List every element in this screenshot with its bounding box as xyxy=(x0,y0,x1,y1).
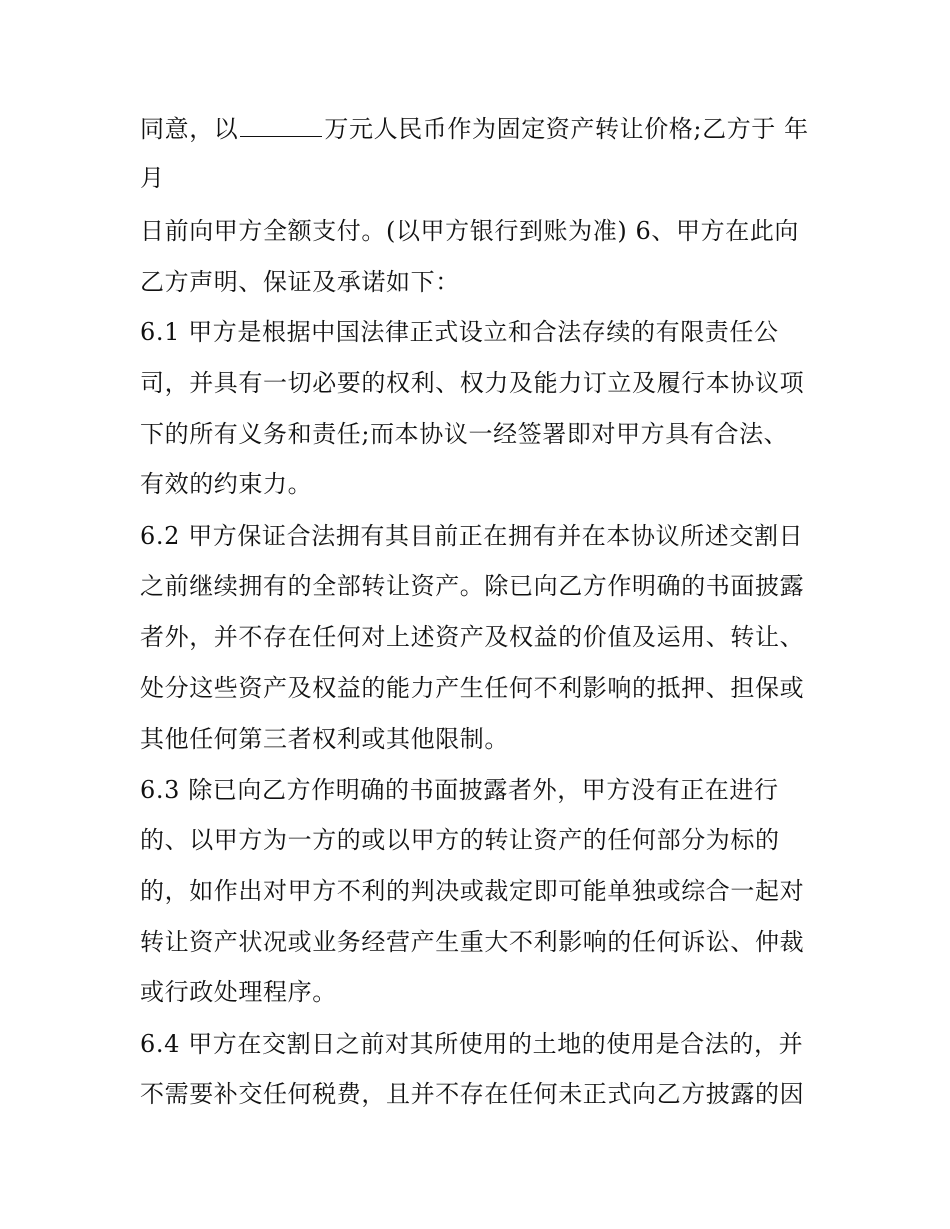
text-line-12: 处分这些资产及权益的能力产生任何不利影响的抵押、担保或 xyxy=(140,674,805,702)
text-line-15: 的、以甲方为一方的或以甲方的转让资产的任何部分为标的 xyxy=(140,826,780,854)
text-line-13: 其他任何第三者权利或其他限制。 xyxy=(140,725,509,753)
text-line-17: 转让资产状况或业务经营产生重大不利影响的任何诉讼、仲裁 xyxy=(140,928,805,956)
text-line-16: 的，如作出对甲方不利的判决或裁定即可能单独或综合一起对 xyxy=(140,877,805,905)
text-line-9: 6.2 甲方保证合法拥有其目前正在拥有并在本协议所述交割日 xyxy=(140,522,804,550)
text-line-19: 6.4 甲方在交割日之前对其所使用的土地的使用是合法的，并 xyxy=(140,1030,804,1058)
text-line-7: 下的所有义务和责任;而本协议一经签署即对甲方具有合法、 xyxy=(140,420,789,448)
text-line-1-end: 万元人民币作为固定资产转让价格;乙方于 年 xyxy=(324,115,809,143)
text-line-3: 日前向甲方全额支付。(以甲方银行到账为准) 6、甲方在此向 xyxy=(140,217,800,245)
text-line-20: 不需要补交任何税费，且并不存在任何未正式向乙方披露的因 xyxy=(140,1080,805,1108)
text-line-4: 乙方声明、保证及承诺如下： xyxy=(140,268,460,296)
text-line-5: 6.1 甲方是根据中国法律正式设立和合法存续的有限责任公 xyxy=(140,318,779,346)
price-blank-underline xyxy=(240,114,322,137)
text-line-8: 有效的约束力。 xyxy=(140,470,313,498)
text-line-6: 司，并具有一切必要的权利、权力及能力订立及履行本协议项 xyxy=(140,369,805,397)
text-line-11: 者外，并不存在任何对上述资产及权益的价值及运用、转让、 xyxy=(140,623,805,651)
text-line-1-start: 同意，以 xyxy=(140,115,239,143)
text-line-18: 或行政处理程序。 xyxy=(140,978,337,1006)
text-line-1 xyxy=(140,113,809,145)
text-line-14: 6.3 除已向乙方作明确的书面披露者外，甲方没有正在进行 xyxy=(140,776,779,804)
text-line-10: 之前继续拥有的全部转让资产。除已向乙方作明确的书面披露 xyxy=(140,572,805,600)
text-line-2: 月 xyxy=(140,164,165,192)
